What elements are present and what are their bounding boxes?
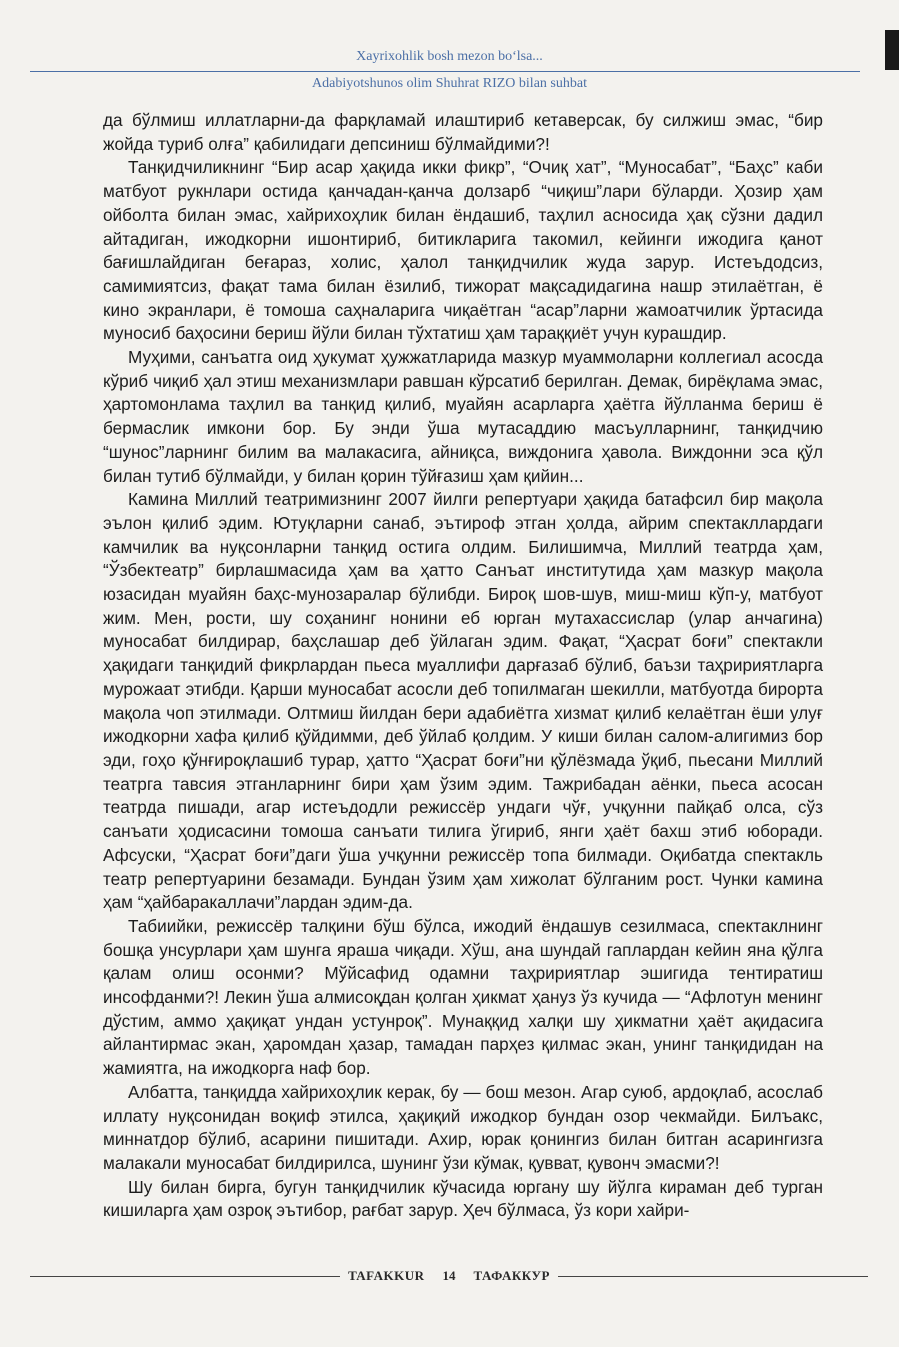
paragraph: Танқидчиликнинг “Бир асар ҳақида икки фикр”, “Очиқ хат”, “Муносабат”, “Баҳс” каби матбуот рукнлари остида қанчадан-қанча долзарб “чиқиш”лари бўларди. Ҳозир ҳам ойболта билан эмас, хайрихоҳлик билан ёндашиб, таҳлил асносида ҳақ сўзни дадил айтадиган, ижодкорни ишонтириб, битикларига такомил, кейинги ижодига қанот бағишлайдиган беғараз, холис, ҳалол танқидчилик жуда зарур. Истеъдодсиз, самимиятсиз, фақат тама билан ёзилиб, тижорат мақсадидагина нашр этилаётган, ё кино экранлари, ё томоша саҳналарига чиқаётган “асар”ларни жамоатчилик ўртасида муносиб баҳосини бериш йўли билан тўхтатиш ҳам тараққиёт учун курашдир. (103, 157, 823, 344)
paragraph: Шу билан бирга, бугун танқидчилик кўчасида юргану шу йўлга кираман деб турган кишиларга ҳам озроқ эътибор, рағбат зарур. Ҳеч бўлмаса, ўз кори хайри- (103, 1176, 823, 1221)
footer-magazine-cyrillic: ТАФАККУР (473, 1268, 550, 1283)
article-body (103, 109, 823, 1223)
page-number: 14 (442, 1268, 456, 1283)
running-footer (30, 1268, 868, 1284)
header-subtitle: Adabiyotshunos olim Shuhrat RIZO bilan suhbat (312, 76, 587, 91)
paragraph: Албатта, танқидда хайрихоҳлик керак, бу — бош мезон. Агар суюб, ардоқлаб, асослаб иллату нуқсонидан воқиф этилса, ҳақиқий ижодкор бундан озор чекмайди. Билъакс, миннатдор бўлиб, асарини пишитади. Ахир, юрак қонингиз билан битган асарингизга малакали муносабат билдирилса, шунинг ўзи кўмак, қувват, қувонч эмасми?! (103, 1081, 823, 1173)
footer-rule-left (30, 1276, 340, 1277)
header-title: Xayrixohlik bosh mezon bo‘lsa... (356, 49, 543, 64)
paragraph: Табиийки, режиссёр талқини бўш бўлса, ижодий ёндашув сезилмаса, спектаклнинг бошқа унсурлари ҳам шунга яраша чиқади. Хўш, ана шундай гаплардан кейин яна қўлга қалам олиш осонми? Мўйсафид одамни таҳририятлар эшигида тентиратиш инсофданми?! Лекин ўша алмисоқдан қолган ҳикмат ҳануз ўз кучида — “Афлотун менинг дўстим, аммо ҳақиқат ундан устунроқ”. Мунаққид халқи шу ҳикматни ҳаёт ақидасига айлантирмас экан, ҳаромдан ҳазар, тамадан парҳез қилмас экан, унинг танқидидан на жамиятга, на ижодкорга наф бор. (103, 915, 823, 1079)
header-rule (30, 71, 860, 72)
paragraph: Муҳими, санъатга оид ҳукумат ҳужжатларида мазкур муаммоларни коллегиал асосда кўриб чиқиб ҳал этиш механизмлари равшан кўрсатиб берилган. Демак, бирёқлама эмас, ҳартомонлама таҳлил ва танқид қилиб, муайян асарларга ҳаётга йўлланма бериш ё бермаслик имкони бор. Бу энди ўша мутасаддию масъулларнинг, танқидчию “шунос”ларнинг билим ва малакасига, айниқса, виждонига ҳавола. Виждонни эса қўл билан тутиб бўлмайди, у билан қорин тўйғазиш ҳам қийин... (103, 347, 823, 486)
paragraph: Камина Миллий театримизнинг 2007 йилги репертуари ҳақида батафсил бир мақола эълон қилиб эдим. Ютуқларни санаб, эътироф этган ҳолда, айрим спектакллардаги камчилик ва нуқсонларни танқид остига олдим. Билишимча, Миллий театрда ҳам, “Ўзбектеатр” бирлашмасида ҳам ва ҳатто Санъат институтида ҳам мазкур мақола юзасидан муайян баҳс-мунозаралар бўлибди. Бироқ шов-шув, миш-миш кўп-у, матбуот жим. Мен, рости, шу соҳанинг нонини еб юрган мутахассислар (улар анчагина) муносабат билдирар, баҳслашар деб ўйлаган эдим. Фақат, “Ҳасрат боғи” спектакли ҳақидаги танқидий фикрлардан пьеса муаллифи дарғазаб бўлиб, баъзи таҳририятларга мурожаат этибди. Қарши муносабат асосли деб топилмаган шекилли, матбуотда бирорта мақола чоп этилмади. Олтмиш йилдан бери адабиётга хизмат қилиб келаётган ёши улуғ ижодкорни хафа қилиб қўйдимми, деб ўйлаб қолдим. У киши билан салом-алигимиз бор эди, гоҳо қўнғироқлашиб турар, ҳатто “Ҳасрат боғи”ни қўлёзмада ўқиб, пьесани Миллий театрга тавсия этганларнинг бири ҳам ўзим эдим. Тажрибадан аёнки, пьеса асосан театрда пишади, агар истеъдодли режиссёр ундаги чўғ, учқунни пайқаб олса, сўз санъати ҳодисасини томоша санъати тилига ўгириб, янги ҳаёт бахш этиб юборади. Афсуски, “Ҳасрат боғи”даги ўша учқунни режиссёр топа билмади. Оқибатда спектакль театр репертуарини безамади. Бундан ўзим ҳам хижолат бўлганим рост. Чунки камина ҳам “ҳайбаракаллачи”лардан эдим-да. (103, 489, 823, 913)
footer-rule-right (558, 1276, 868, 1277)
footer-magazine-latin: TAFAKKUR (348, 1268, 425, 1283)
paragraph: да бўлмиш иллатларни-да фарқламай илаштириб кетаверсак, бу силжиш эмас, “бир жойда туриб олға” қабилидаги депсиниш бўлмайдими?! (103, 110, 823, 154)
